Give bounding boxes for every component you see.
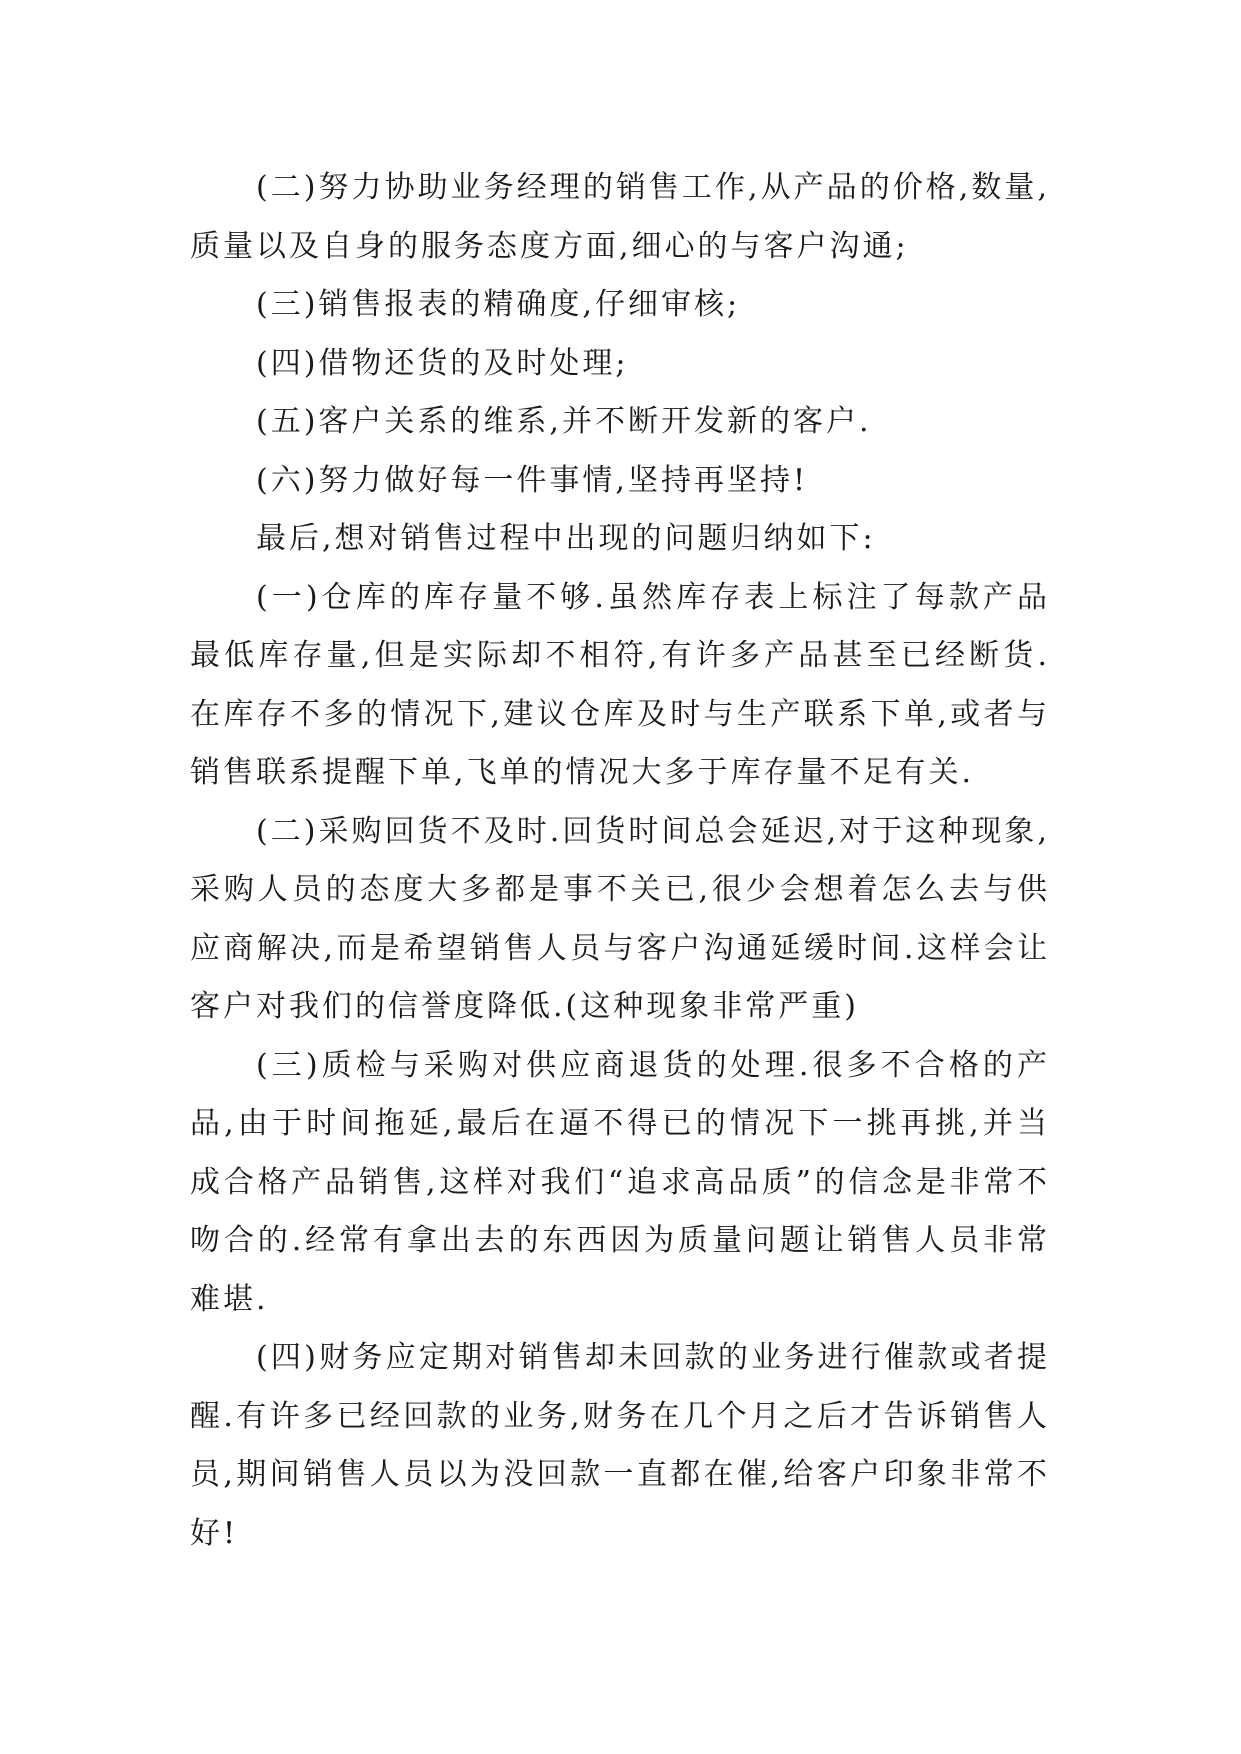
paragraph-summary-intro: 最后,想对销售过程中出现的问题归纳如下: xyxy=(256,521,876,556)
paragraph-issue-4: (四)财务应定期对销售却未回款的业务进行催款或者提醒.有许多已经回款的业务,财务在几个月之后才告诉销售人员,期间销售人员以为没回款一直都在催,给客户印象非常不好! xyxy=(190,1340,1050,1551)
paragraph-item-2: (二)努力协助业务经理的销售工作,从产品的价格,数量,质量以及自身的服务态度方面,细心的与客户沟通; xyxy=(190,170,1050,264)
paragraph-issue-1: (一)仓库的库存量不够.虽然库存表上标注了每款产品最低库存量,但是实际却不相符,有许多产品甚至已经断货.在库存不多的情况下,建议仓库及时与生产联系下单,或者与销售联系提醒下单,飞单的情况大多于库存量不足有关. xyxy=(190,579,1050,790)
paragraph-item-3: (三)销售报表的精确度,仔细审核; xyxy=(256,287,741,322)
paragraph-issue-2: (二)采购回货不及时.回货时间总会延迟,对于这种现象,采购人员的态度大多都是事不关已,很少会想着怎么去与供应商解决,而是希望销售人员与客户沟通延缓时间.这样会让客户对我们的信誉度降低.(这种现象非常严重) xyxy=(190,813,1050,1024)
paragraph-issue-3: (三)质检与采购对供应商退货的处理.很多不合格的产品,由于时间拖延,最后在逼不得已的情况下一挑再挑,并当成合格产品销售,这样对我们“追求高品质”的信念是非常不吻合的.经常有拿出去的东西因为质量问题让销售人员非常难堪. xyxy=(190,1047,1050,1317)
paragraph-item-6: (六)努力做好每一件事情,坚持再坚持! xyxy=(256,462,808,498)
paragraph-item-5: (五)客户关系的维系,并不断开发新的客户. xyxy=(256,404,872,439)
paragraph-item-4: (四)借物还货的及时处理; xyxy=(256,345,629,381)
document-body xyxy=(190,159,1050,1563)
